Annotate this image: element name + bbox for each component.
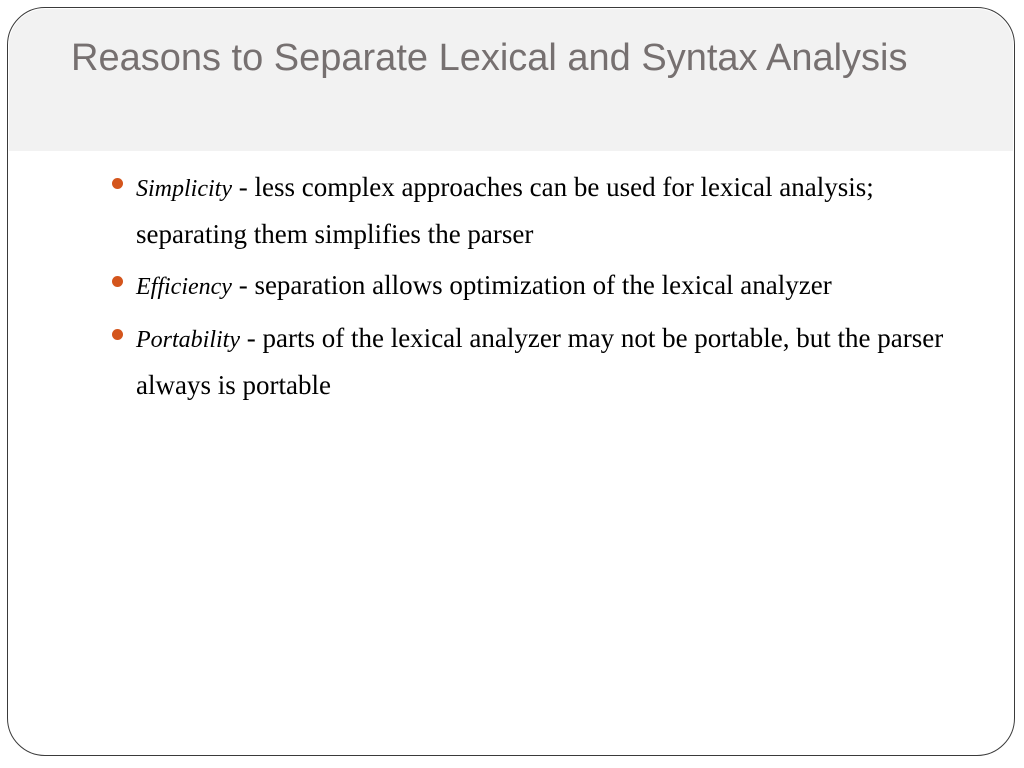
bullet-dot-icon bbox=[112, 276, 123, 287]
bullet-list bbox=[136, 165, 956, 414]
bullet-text: - parts of the lexical analyzer may not be portable, but the parser always is portable bbox=[136, 323, 944, 400]
list-item bbox=[136, 165, 956, 257]
bullet-text: - separation allows optimization of the lexical analyzer bbox=[231, 270, 832, 300]
list-item bbox=[136, 263, 956, 310]
slide-title: Reasons to Separate Lexical and Syntax Analysis bbox=[71, 37, 908, 79]
bullet-text: - less complex approaches can be used for lexical analysis; separating them simplifies the parser bbox=[136, 172, 874, 249]
bullet-term: Portability bbox=[136, 327, 240, 353]
bullet-term: Efficiency bbox=[136, 274, 232, 300]
list-item bbox=[136, 316, 956, 408]
bullet-term: Simplicity bbox=[136, 176, 232, 202]
bullet-dot-icon bbox=[112, 329, 123, 340]
bullet-dot-icon bbox=[112, 178, 123, 189]
